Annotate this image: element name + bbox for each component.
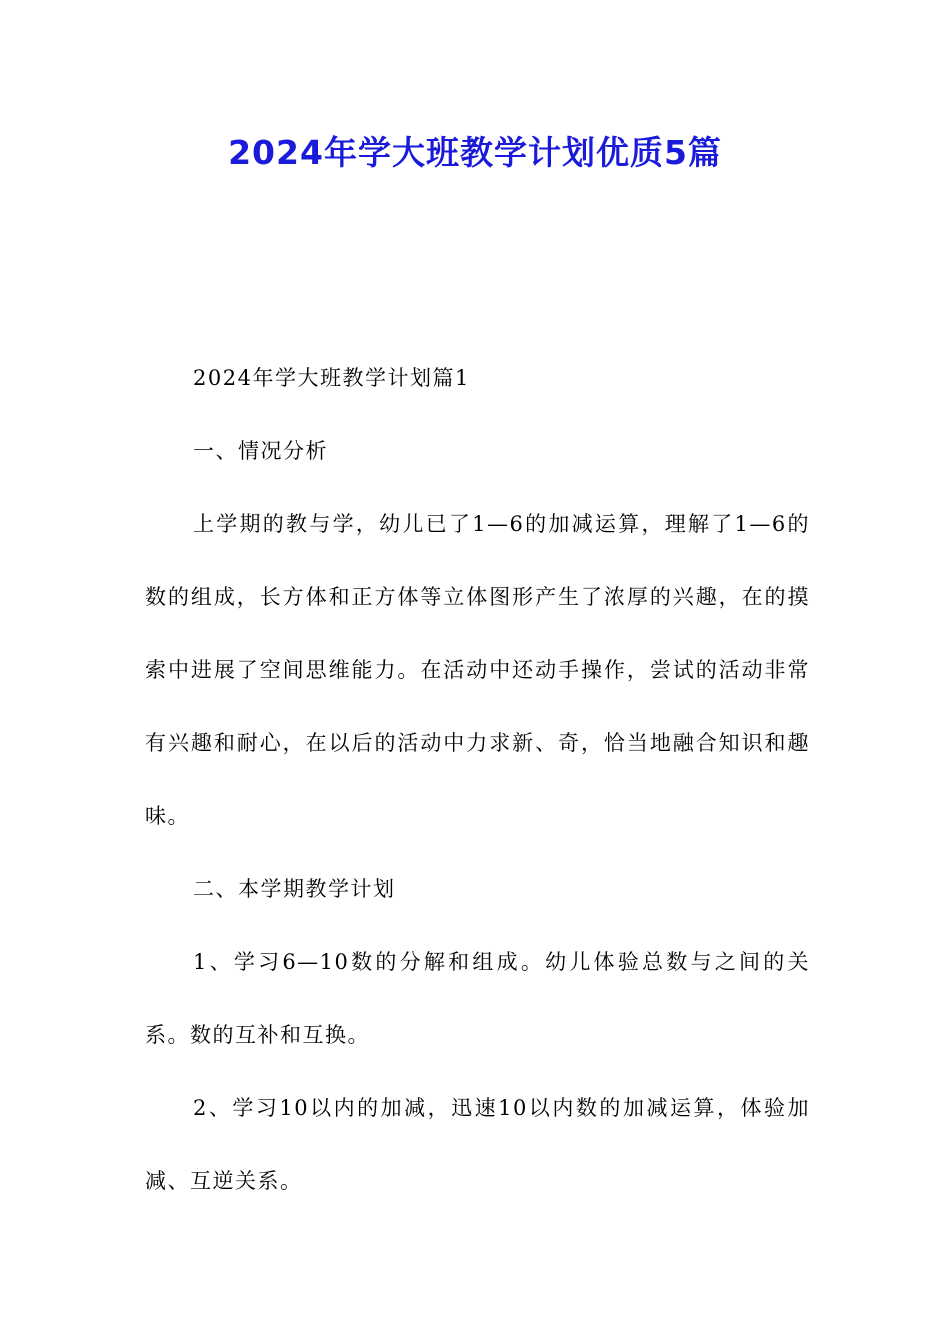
paragraph-plan-item-2: 2、学习10以内的加减，迅速10以内数的加减运算，体验加减、互逆关系。 (145, 1096, 810, 1193)
paragraph-plan-item-1: 1、学习6—10数的分解和组成。幼儿体验总数与之间的关系。数的互补和互换。 (145, 950, 810, 1047)
document-body (145, 342, 810, 1218)
document-title: 2024年学大班教学计划优质5篇 (228, 133, 722, 172)
section-heading-situation-analysis: 一、情况分析 (193, 439, 328, 463)
section-heading-semester-plan: 二、本学期教学计划 (193, 877, 396, 901)
section-heading-plan-1: 2024年学大班教学计划篇1 (193, 366, 470, 390)
paragraph-situation-analysis: 上学期的教与学，幼儿已了1—6的加减运算，理解了1—6的数的组成，长方体和正方体等立体图形产生了浓厚的兴趣，在的摸索中进展了空间思维能力。在活动中还动手操作，尝试的活动非常有兴趣和耐心，在以后的活动中力求新、奇，恰当地融合知识和趣味。 (145, 512, 810, 828)
